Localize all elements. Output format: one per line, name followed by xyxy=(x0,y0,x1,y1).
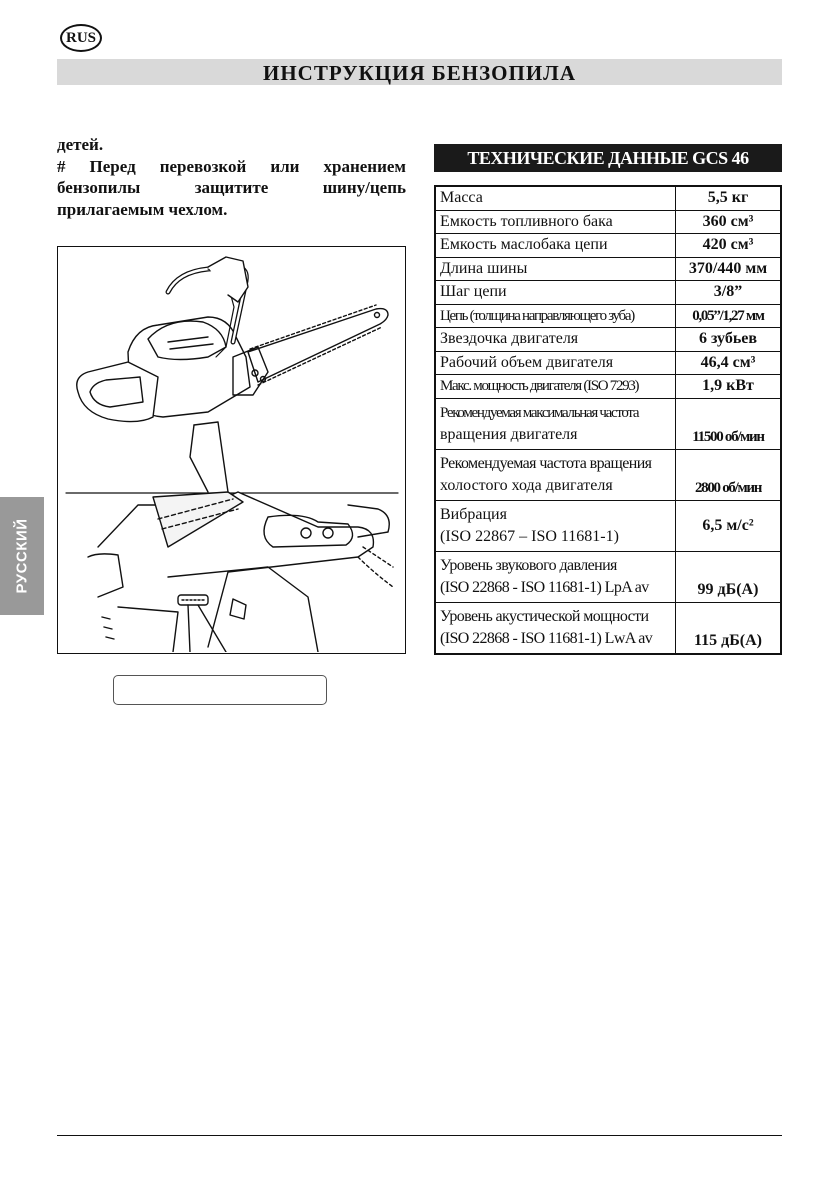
spec-value: 360 см³ xyxy=(676,210,782,234)
spec-label-line1: Уровень звукового давления xyxy=(440,556,617,574)
table-row xyxy=(435,304,781,328)
chainsaw-figure xyxy=(57,246,406,654)
spec-label: Масса xyxy=(435,186,676,210)
spec-value: 420 см³ xyxy=(676,234,782,258)
spec-label xyxy=(435,398,676,449)
table-row xyxy=(435,257,781,281)
spec-label: Емкость маслобака цепи xyxy=(435,234,676,258)
spec-label: Макс. мощность двигателя (ISO 7293) xyxy=(435,375,676,399)
table-row xyxy=(435,281,781,305)
spec-value: 6,5 м/с² xyxy=(676,500,782,551)
specs-table xyxy=(434,185,782,655)
table-row xyxy=(435,375,781,399)
spec-label: Емкость топливного бака xyxy=(435,210,676,234)
table-row xyxy=(435,186,781,210)
spec-label: Цепь (толщина направляющего зуба) xyxy=(435,304,676,328)
spec-value: 3/8” xyxy=(676,281,782,305)
intro-text xyxy=(57,134,406,220)
spec-label: Звездочка двигателя xyxy=(435,328,676,352)
spec-value: 0,05”/1,27 мм xyxy=(676,304,782,328)
spec-value: 5,5 кг xyxy=(676,186,782,210)
spec-label-line2: (ISO 22868 - ISO 11681-1) LwA av xyxy=(440,629,653,647)
spec-label-line2: холостого хода двигателя xyxy=(440,476,613,494)
spec-value: 2800 об/мин xyxy=(676,449,782,500)
spec-label xyxy=(435,602,676,654)
table-row xyxy=(435,551,781,602)
spec-value: 46,4 см³ xyxy=(676,351,782,375)
spec-label: Шаг цепи xyxy=(435,281,676,305)
spec-value: 1,9 кВт xyxy=(676,375,782,399)
table-row xyxy=(435,210,781,234)
language-side-tab xyxy=(0,497,44,615)
specs-title: ТЕХНИЧЕСКИЕ ДАННЫЕ GCS 46 xyxy=(434,144,782,172)
serial-number-label-box xyxy=(113,675,327,705)
table-row xyxy=(435,602,781,654)
table-row xyxy=(435,398,781,449)
intro-paragraph: # Перед перевозкой или хранением бензопилы защитите шину/цепь прилагаемым чехлом. xyxy=(57,156,406,219)
spec-label-line1: Рекомендуемая максимальная частота xyxy=(440,404,639,421)
side-tab-label: РУССКИЙ xyxy=(13,518,31,594)
spec-value: 6 зубьев xyxy=(676,328,782,352)
spec-label: Длина шины xyxy=(435,257,676,281)
spec-label xyxy=(435,449,676,500)
footer-rule xyxy=(57,1135,782,1136)
spec-value: 99 дБ(A) xyxy=(676,551,782,602)
spec-value: 370/440 мм xyxy=(676,257,782,281)
spec-label-line2: (ISO 22868 - ISO 11681-1) LpA av xyxy=(440,578,649,596)
table-row xyxy=(435,351,781,375)
page-title: ИНСТРУКЦИЯ БЕНЗОПИЛА xyxy=(57,59,782,85)
table-row xyxy=(435,500,781,551)
spec-value: 11500 об/мин xyxy=(676,398,782,449)
spec-label-line1: Уровень акустической мощности xyxy=(440,607,649,625)
spec-label: Рабочий объем двигателя xyxy=(435,351,676,375)
table-row xyxy=(435,234,781,258)
spec-label-line2: (ISO 22867 – ISO 11681-1) xyxy=(440,527,619,545)
spec-label-line2: вращения двигателя xyxy=(440,425,578,443)
spec-label-line1: Рекомендуемая частота вращения xyxy=(440,454,652,472)
language-badge: RUS xyxy=(60,24,102,52)
chainsaw-drawing-icon xyxy=(58,247,404,652)
intro-line: детей. xyxy=(57,135,104,154)
table-row xyxy=(435,449,781,500)
table-row xyxy=(435,328,781,352)
spec-value: 115 дБ(A) xyxy=(676,602,782,654)
spec-label-line1: Вибрация xyxy=(440,505,507,523)
spec-label xyxy=(435,500,676,551)
spec-label xyxy=(435,551,676,602)
